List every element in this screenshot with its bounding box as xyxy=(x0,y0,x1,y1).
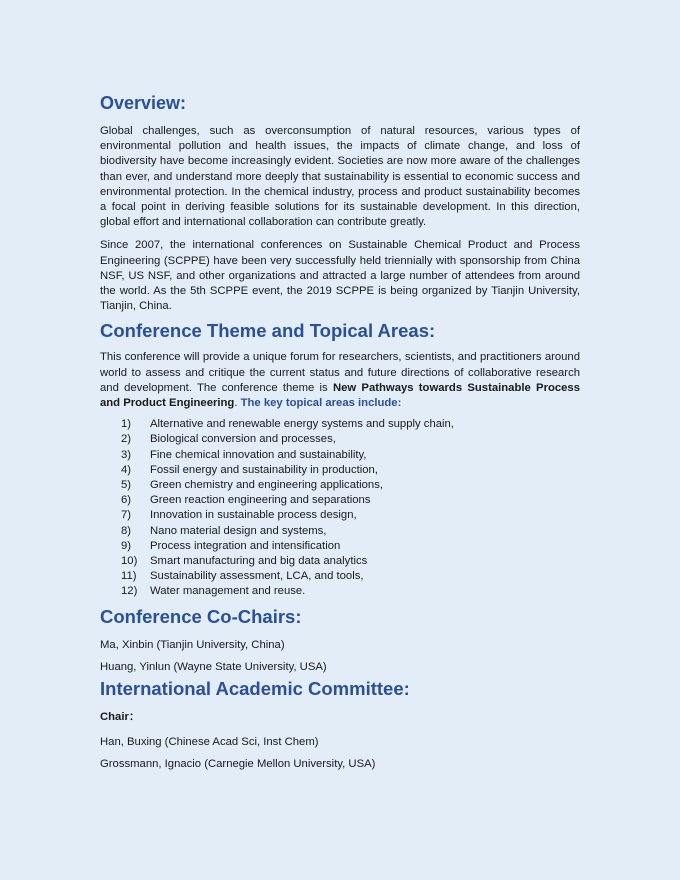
topic-text: Green chemistry and engineering applications, xyxy=(150,479,383,492)
committee-chair-label: Chair： xyxy=(100,710,141,723)
theme-separator: . xyxy=(234,397,241,410)
topic-item xyxy=(121,508,580,523)
theme-intro: This conference will provide a unique forum for researchers, scientists, and practitioners around world to assess and critique the current status and future directions of collaborative research and development. The conference theme is xyxy=(100,351,580,394)
topic-text: Innovation in sustainable process design, xyxy=(150,509,357,522)
topic-number: 4) xyxy=(121,463,132,476)
topic-number: 6) xyxy=(121,494,132,507)
topic-text: Water management and reuse. xyxy=(150,585,306,598)
history-paragraph: Since 2007, the international conferences on Sustainable Chemical Product and Process Engineering (SCPPE) have been very successfully held triennially with sponsorship from China NSF, US NSF, and other organizations and attracted a large number of attendees from around the world. As the 5th SCPPE event, the 2019 SCPPE is being organized by Tianjin University, Tianjin, China. xyxy=(100,239,580,313)
topic-item xyxy=(121,448,580,463)
topic-number: 3) xyxy=(121,448,132,461)
theme-heading: Conference Theme and Topical Areas: xyxy=(100,320,436,342)
theme-title: New Pathways towards Sustainable Process and Product Engineering xyxy=(100,381,580,410)
topic-item xyxy=(121,463,580,478)
topic-list xyxy=(100,417,580,599)
cochair-entry: Ma, Xinbin (Tianjin University, China) xyxy=(100,638,285,651)
topic-text: Nano material design and systems, xyxy=(150,524,327,537)
overview-heading: Overview: xyxy=(100,93,187,113)
topic-text: Process integration and intensification xyxy=(150,539,341,552)
topic-item xyxy=(121,524,580,539)
topic-text: Sustainability assessment, LCA, and tools, xyxy=(150,570,364,583)
topic-number: 10) xyxy=(121,555,138,568)
topic-item xyxy=(121,417,580,432)
theme-paragraph xyxy=(100,350,580,411)
topic-text: Green reaction engineering and separations xyxy=(150,494,371,507)
topic-item xyxy=(121,432,580,447)
committee-chair-entry: Han, Buxing (Chinese Acad Sci, Inst Chem) xyxy=(100,735,319,748)
topic-item xyxy=(121,584,580,599)
topic-number: 1) xyxy=(121,418,132,431)
topic-text: Fine chemical innovation and sustainability, xyxy=(150,448,367,461)
topic-text: Smart manufacturing and big data analytics xyxy=(150,555,368,568)
topic-text: Biological conversion and processes, xyxy=(150,433,336,446)
topic-number: 7) xyxy=(121,509,132,522)
topic-number: 12) xyxy=(121,585,138,598)
topic-item xyxy=(121,554,580,569)
topic-number: 9) xyxy=(121,539,132,552)
topic-item xyxy=(121,478,580,493)
topic-number: 5) xyxy=(121,479,132,492)
topic-number: 8) xyxy=(121,524,132,537)
topic-text: Alternative and renewable energy systems and supply chain, xyxy=(150,418,454,431)
overview-paragraph: Global challenges, such as overconsumption of natural resources, various types of environmental pollution and health issues, the impacts of climate change, and loss of biodiversity have become increasingly evident. Societies are now more aware of the challenges than ever, and understand more deeply that sustainability is essential to economic success and environmental protection. In the chemical industry, process and product sustainability becomes a focal point in deriving feasible solutions for its sustainable development. In this direction, global effort and international collaboration can contribute greatly. xyxy=(100,125,580,229)
committee-heading: International Academic Committee: xyxy=(100,677,410,699)
key-areas-label: The key topical areas include: xyxy=(240,397,402,410)
topic-number: 11) xyxy=(121,570,137,583)
cochair-entry: Huang, Yinlun (Wayne State University, USA) xyxy=(100,660,327,673)
committee-chair-entry: Grossmann, Ignacio (Carnegie Mellon University, USA) xyxy=(100,757,376,770)
cochairs-heading: Conference Co-Chairs: xyxy=(100,605,302,627)
topic-item xyxy=(121,539,580,554)
topic-number: 2) xyxy=(121,433,132,446)
topic-item xyxy=(121,493,580,508)
topic-text: Fossil energy and sustainability in production, xyxy=(150,463,378,476)
topic-item xyxy=(121,569,580,584)
